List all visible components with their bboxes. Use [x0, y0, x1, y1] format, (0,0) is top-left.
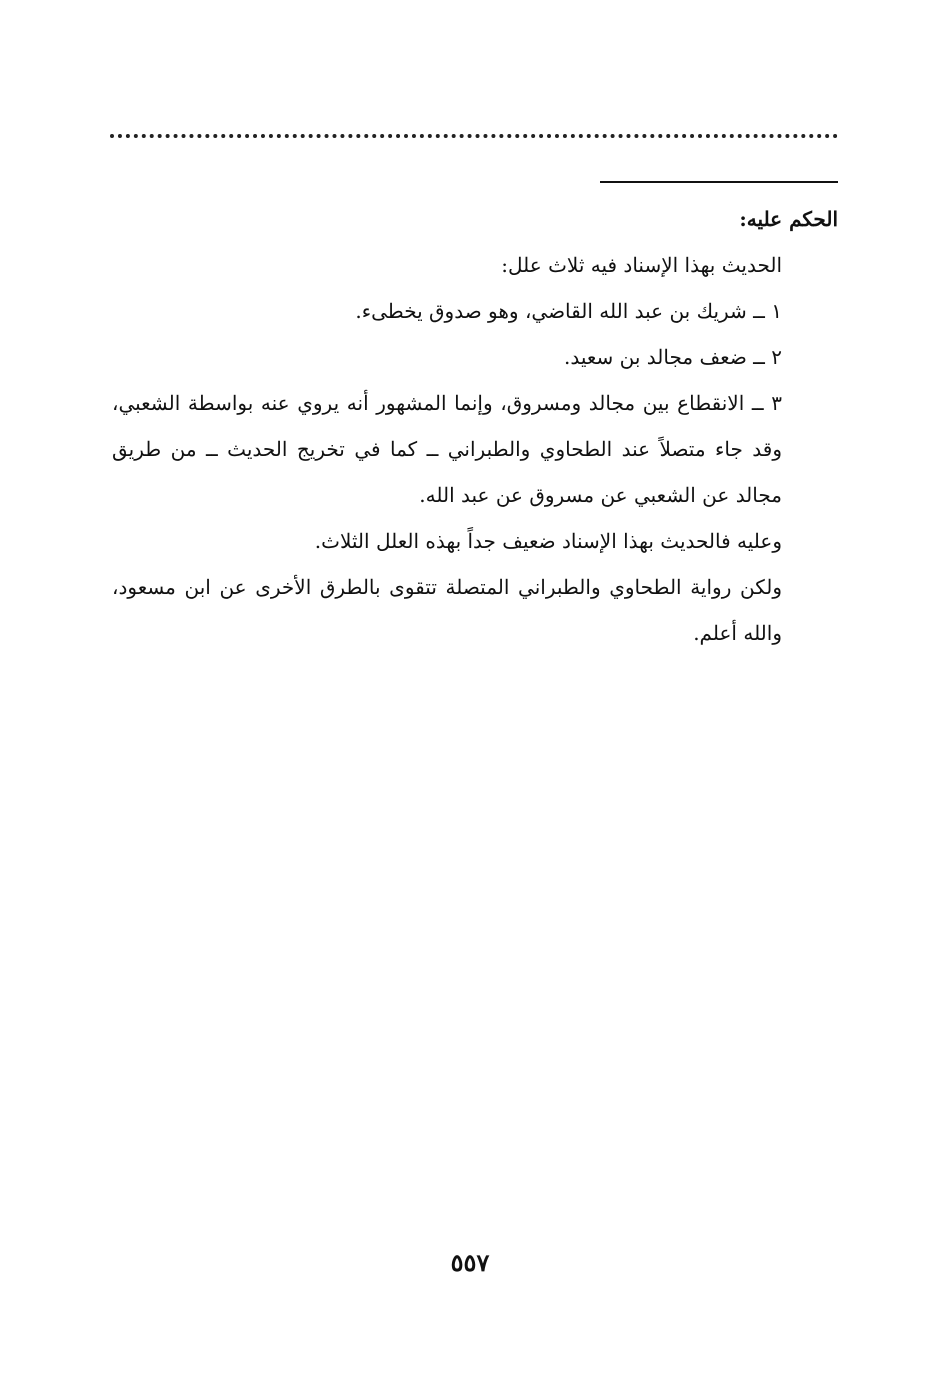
paragraph-conclusion: وعليه فالحديث بهذا الإسناد ضعيف جداً بهذه العلل الثلاث.: [314, 529, 782, 553]
list-item-3: ٣ ــ الانقطاع بين مجالد ومسروق، وإنما المشهور أنه يروي عنه بواسطة الشعبي، وقد جاء متصلاً عند الطحاوي والطبراني ــ كما في تخريج الحديث ــ من طريق مجالد عن الشعبي عن مسروق عن عبد الله.: [112, 391, 782, 507]
list-item-1: ١ ــ شريك بن عبد الله القاضي، وهو صدوق يخطىء.: [355, 299, 782, 323]
section-heading: الحكم عليه:: [739, 207, 838, 231]
page-body: [112, 196, 838, 656]
paragraph-intro: الحديث بهذا الإسناد فيه ثلاث علل:: [501, 253, 782, 277]
page-number: ٥٥٧: [450, 1248, 490, 1277]
dotted-separator: [110, 118, 838, 138]
paragraph-final: ولكن رواية الطحاوي والطبراني المتصلة تتقوى بالطرق الأخرى عن ابن مسعود، والله أعلم.: [112, 575, 782, 645]
list-item-2: ٢ ــ ضعف مجالد بن سعيد.: [564, 345, 782, 369]
section-rule: [600, 181, 838, 183]
